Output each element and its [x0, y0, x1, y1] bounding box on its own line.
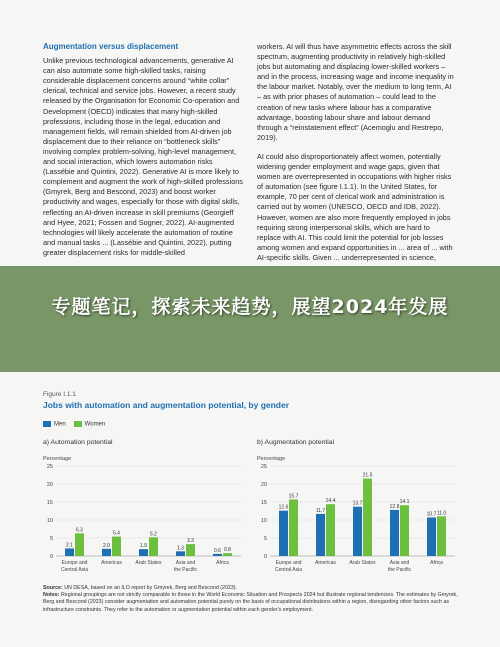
left-text-column [43, 42, 243, 267]
bar-women [149, 537, 158, 556]
y-tick-label: 20 [46, 482, 53, 488]
data-label: 14.4 [325, 498, 336, 505]
data-label: 12.8 [389, 503, 400, 510]
data-label: 11.7 [315, 507, 326, 514]
x-tick-label: Asia and [175, 560, 196, 566]
y-tick-label: 0 [263, 554, 267, 560]
data-label: 5.4 [113, 530, 120, 537]
bar-men [353, 507, 362, 556]
y-tick-label: 20 [260, 482, 267, 488]
right-paragraph-1: workers. AI will thus have asymmetric effects across the skill spectrum, augmenting productivity in relatively high-skilled jobs but automating and displacing lower-skilled workers – and in the process, increasing wage and income inequality in the labour market. Notably, over the medium to long term, AI – as with prior phases of automation – could lead to the creation of new tasks where labour has a comparative advantage, boosting labour share and labour demand through a “reinstatement effect” (Acemoglu and Restrepo, 2019). [257, 42, 454, 142]
x-tick-label: Arab States [349, 560, 376, 566]
data-label: 0.8 [224, 547, 231, 554]
bar-men [65, 548, 74, 556]
figure-title: Jobs with automation and augmentation potential, by gender [43, 400, 290, 410]
bar-women [326, 504, 335, 556]
y-tick-label: 25 [46, 464, 53, 470]
bar-women [223, 553, 232, 556]
panel-b-title: b) Augmentation potential [257, 439, 335, 446]
bar-women [437, 516, 446, 556]
y-tick-label: 10 [46, 518, 53, 524]
x-tick-label: Central Asia [275, 567, 302, 573]
x-tick-label: Africa [430, 560, 443, 566]
bar-men [213, 554, 222, 556]
panel-a-ylabel: Percentage [43, 456, 72, 462]
data-label: 14.1 [399, 499, 410, 506]
y-tick-label: 0 [49, 554, 53, 560]
legend-men-label: Men [54, 421, 66, 428]
x-tick-label: Africa [216, 560, 229, 566]
x-tick-label: the Pacific [173, 567, 198, 573]
bar-women [400, 505, 409, 556]
augmentation-chart [254, 462, 459, 580]
data-label: 1.3 [177, 545, 184, 552]
y-tick-label: 15 [46, 500, 53, 506]
x-tick-label: the Pacific [387, 567, 412, 573]
data-label: 15.7 [288, 493, 299, 500]
figure-footnotes [43, 585, 463, 614]
bar-men [102, 549, 111, 556]
x-tick-label: Central Asia [61, 567, 88, 573]
y-tick-label: 5 [263, 536, 267, 542]
bar-men [427, 517, 436, 556]
data-label: 21.5 [362, 472, 373, 479]
bar-women [112, 537, 121, 556]
bar-women [186, 544, 195, 556]
x-tick-label: Asia and [389, 560, 410, 566]
legend-men-swatch [43, 421, 51, 427]
notes: Notes: Regional groupings are not strictly comparable to those in the World Economic Situation and Prospects 2024 but illustrate regional tendencies. The estimates by Gmyrek, Berg and Bescond (2023) consider augmentation and automation potential purely on the basis of occupational distributions within a region, disregarding other factors such as infrastructure constraints. They refer to the automation or augmentation potential within each gender's employment. [43, 592, 458, 613]
bar-men [316, 514, 325, 556]
data-label: 5.2 [150, 531, 157, 538]
legend-men [43, 421, 66, 428]
x-tick-label: Americas [101, 560, 122, 566]
x-tick-label: Europe and [61, 560, 88, 566]
right-paragraph-2: AI could also disproportionately affect women, potentially widening gender employment and wage gaps, given that women are overrepresented in occupations with higher risks of automation (see figure I.1.1). In the United States, for example, 70 per cent of clerical work and administration is carried out by women (UNESCO, OECD and IDB, 2022). However, women are also more frequently employed in jobs requiring strong interpersonal skills, which are hard to replace with AI. This could limit the potential for job losses among women and expand opportunities in ... area of ... with AI-specific skills. Given ... underrepresented in science, [257, 151, 453, 262]
bar-women [289, 499, 298, 556]
data-label: 2.0 [103, 542, 110, 549]
bar-men [139, 549, 148, 556]
data-label: 6.3 [76, 527, 83, 534]
chart-legend [43, 421, 105, 428]
data-label: 10.7 [426, 511, 437, 518]
right-text-column [257, 42, 455, 272]
bar-women [363, 479, 372, 556]
data-label: 13.7 [352, 500, 363, 507]
bar-men [176, 551, 185, 556]
figure-label: Figure I.1.1 [43, 391, 76, 398]
y-tick-label: 15 [260, 500, 267, 506]
section-heading: Augmentation versus displacement [43, 42, 179, 51]
data-label: 0.6 [214, 547, 221, 554]
data-label: 2.1 [66, 542, 73, 549]
x-tick-label: Arab States [135, 560, 162, 566]
y-tick-label: 25 [260, 464, 267, 470]
data-label: 1.9 [140, 543, 147, 550]
automation-chart [40, 462, 245, 580]
bar-men [279, 511, 288, 556]
y-tick-label: 5 [49, 536, 53, 542]
bar-men [390, 510, 399, 556]
legend-women-label: Women [84, 421, 106, 428]
panel-a-title: a) Automation potential [43, 439, 113, 446]
bar-women [75, 533, 84, 556]
left-paragraph: Unlike previous technological advancements, generative AI can also automate some high-skilled tasks, raising considerable displacement concerns around “white collar” clerical, technical and service jobs. However, a recent study released by the Organisation for Economic Co-operation and Development (OECD) indicates that many high-skilled professions, including those in the legal, education and management fields, will remain shielded from AI-driven job displacement due to their reliance on “bottleneck skills” involving complex problem-solving, high-level management, and social interaction, which lowers automation risks (Lassébie and Quintini, 2022). Generative AI is more likely to complement and augment the work of high-skilled professions (Gmyrek, Berg and Bescond, 2023) and boost worker productivity and wages, especially for those with digital skills, reflecting an AI-driven increase in skill premiums (Georgieff and Hyee, 2021; Fossen and Sogner, 2022). AI-augmented technologies will likely accelerate the automation of routine and manual tasks ... (Lassébie and Quintini, 2022), putting greater displacement risks for middle-skilled [43, 56, 243, 257]
panel-b-ylabel: Percentage [257, 456, 286, 462]
source-note: Source: UN DESA, based on an ILO report by Gmyrek, Berg and Bescond (2023). [43, 585, 238, 591]
data-label: 11.0 [436, 510, 447, 517]
legend-women [74, 421, 106, 428]
banner-title: 专题笔记，探索未来趋势，展望2024年发展 [51, 296, 449, 318]
y-tick-label: 10 [260, 518, 267, 524]
data-label: 12.6 [278, 504, 289, 511]
x-tick-label: Americas [315, 560, 336, 566]
legend-women-swatch [74, 421, 82, 427]
data-label: 3.3 [187, 538, 194, 545]
x-tick-label: Europe and [275, 560, 302, 566]
